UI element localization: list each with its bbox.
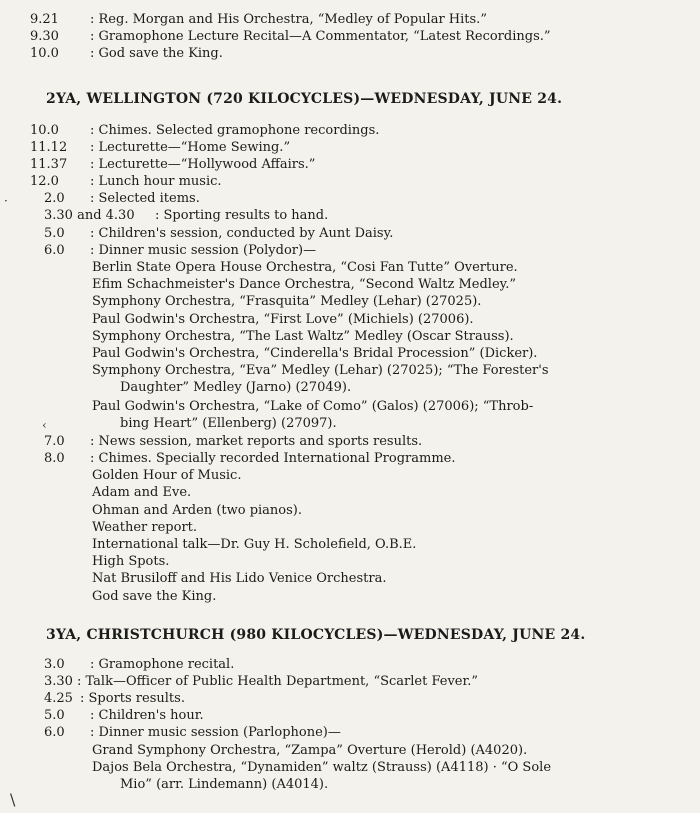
list-item: Paul Godwin's Orchestra, “First Love” (Michiels) (27006). — [92, 312, 474, 327]
list-item: Nat Brusiloff and His Lido Venice Orchestra. — [92, 571, 387, 586]
list-item: Symphony Orchestra, “Frasquita” Medley (Lehar) (27025). — [92, 294, 482, 309]
entry-text: : Gramophone recital. — [90, 657, 235, 672]
list-item: Weather report. — [92, 520, 198, 535]
entry-time: 4.25 — [44, 691, 73, 706]
entry-text: : Sports results. — [80, 691, 185, 706]
entry-time: 5.0 — [44, 226, 65, 241]
entry-text: : Sporting results to hand. — [155, 208, 329, 223]
entry-text: : Talk—Officer of Public Health Department, “Scarlet Fever.” — [77, 674, 479, 689]
entry-text: : Children's session, conducted by Aunt Daisy. — [90, 226, 394, 241]
list-item: Efim Schachmeister's Dance Orchestra, “Second Waltz Medley.” — [92, 277, 517, 292]
list-item: Dajos Bela Orchestra, “Dynamiden” waltz (Strauss) (A4118) · “O Sole — [92, 760, 552, 775]
print-speck: \ — [10, 790, 16, 809]
list-item: International talk—Dr. Guy H. Scholefield, O.B.E. — [92, 537, 417, 552]
entry-time: 3.30 and 4.30 — [44, 208, 135, 223]
entry-text: : Dinner music session (Parlophone)— — [90, 725, 341, 740]
entry-text: : News session, market reports and sports results. — [90, 434, 423, 449]
entry-time: 9.30 — [30, 29, 59, 44]
entry-time: 3.30 — [44, 674, 73, 689]
entry-time: 11.12 — [30, 140, 68, 155]
entry-text: : Lecturette—“Hollywood Affairs.” — [90, 157, 316, 172]
entry-text: : Dinner music session (Polydor)— — [90, 243, 317, 258]
list-item-continuation: Mio” (arr. Lindemann) (A4014). — [120, 777, 329, 792]
entry-text: : Chimes. Specially recorded International Programme. — [90, 451, 456, 466]
entry-time: 6.0 — [44, 243, 65, 258]
entry-time: 11.37 — [30, 157, 68, 172]
entry-time: 10.0 — [30, 123, 59, 138]
entry-text: : Gramophone Lecture Recital—A Commentator, “Latest Recordings.” — [90, 29, 551, 44]
entry-text: : God save the King. — [90, 46, 223, 61]
list-item: Golden Hour of Music. — [92, 468, 242, 483]
list-item: Ohman and Arden (two pianos). — [92, 503, 302, 518]
list-item: Paul Godwin's Orchestra, “Lake of Como” (Galos) (27006); “Throb- — [92, 399, 534, 414]
entry-time: 12.0 — [30, 174, 59, 189]
entry-time: 3.0 — [44, 657, 65, 672]
list-item: Berlin State Opera House Orchestra, “Cosi Fan Tutte” Overture. — [92, 260, 518, 275]
entry-time: 8.0 — [44, 451, 65, 466]
entry-time: 5.0 — [44, 708, 65, 723]
section-heading-2ya: 2YA, WELLINGTON (720 KILOCYCLES)—WEDNESDAY, JUNE 24. — [46, 91, 563, 107]
list-item: Adam and Eve. — [92, 485, 192, 500]
list-item: High Spots. — [92, 554, 170, 569]
entry-time: 2.0 — [44, 191, 65, 206]
print-speck: · — [4, 194, 8, 208]
list-item: God save the King. — [92, 589, 217, 604]
list-item: Grand Symphony Orchestra, “Zampa” Overture (Herold) (A4020). — [92, 743, 528, 758]
entry-text: : Lecturette—“Home Sewing.” — [90, 140, 291, 155]
print-speck: ‹ — [42, 418, 47, 432]
entry-time: 7.0 — [44, 434, 65, 449]
entry-time: 10.0 — [30, 46, 59, 61]
entry-text: : Reg. Morgan and His Orchestra, “Medley of Popular Hits.” — [90, 12, 487, 27]
list-item: Symphony Orchestra, “The Last Waltz” Medley (Oscar Strauss). — [92, 329, 514, 344]
list-item: Paul Godwin's Orchestra, “Cinderella's Bridal Procession” (Dicker). — [92, 346, 538, 361]
list-item: Symphony Orchestra, “Eva” Medley (Lehar) (27025); “The Forester's — [92, 363, 549, 378]
entry-text: : Lunch hour music. — [90, 174, 222, 189]
entry-text: : Children's hour. — [90, 708, 204, 723]
list-item-continuation: Daughter” Medley (Jarno) (27049). — [120, 380, 352, 395]
list-item-continuation: bing Heart” (Ellenberg) (27097). — [120, 416, 337, 431]
section-heading-3ya: 3YA, CHRISTCHURCH (980 KILOCYCLES)—WEDNESDAY, JUNE 24. — [46, 627, 586, 643]
entry-text: : Chimes. Selected gramophone recordings. — [90, 123, 380, 138]
entry-text: : Selected items. — [90, 191, 200, 206]
entry-time: 9.21 — [30, 12, 59, 27]
entry-time: 6.0 — [44, 725, 65, 740]
